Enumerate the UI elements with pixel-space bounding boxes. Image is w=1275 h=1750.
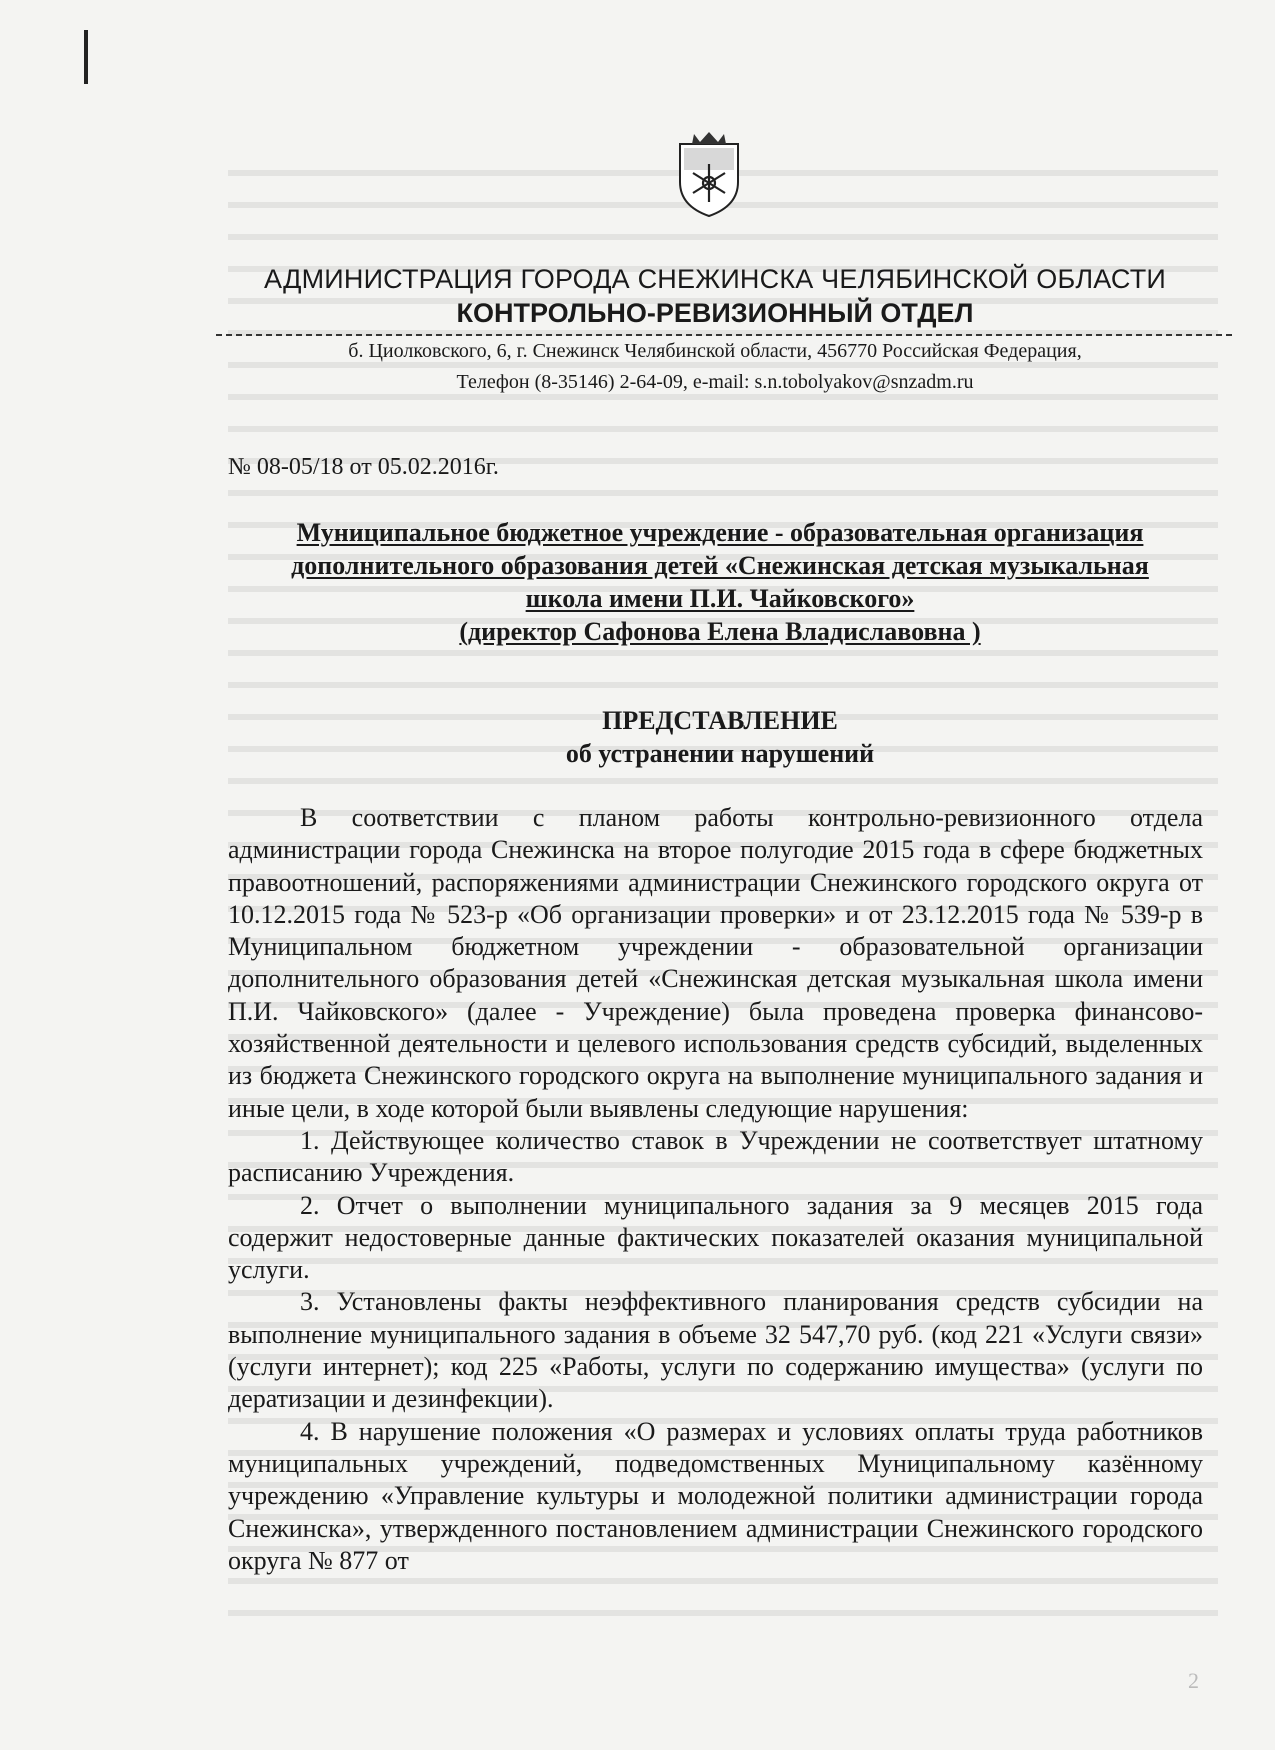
organization-line: Муниципальное бюджетное учреждение - образовательная организация [296,518,1144,547]
postal-address: б. Циолковского, 6, г. Снежинск Челябинской области, 456770 Российская Федерация, [348,340,1082,362]
administration-name: АДМИНИСТРАЦИЯ ГОРОДА СНЕЖИНСКА ЧЕЛЯБИНСКОЙ ОБЛАСТИ [263,264,1166,294]
recipient-organization [220,516,1220,648]
violation-item: 1. Действующее количество ставок в Учреждении не соответствует штатному расписанию Учреждения. [228,1125,1203,1188]
violation-item: 2. Отчет о выполнении муниципального задания за 9 месяцев 2015 года содержит недостоверные данные фактических показателей оказания муниципальной услуги. [228,1190,1203,1285]
document-number: № 08-05/18 от 05.02.2016г. [228,454,499,480]
department-name: КОНТРОЛЬНО-РЕВИЗИОННЫЙ ОТДЕЛ [456,298,974,328]
letterhead [200,262,1230,330]
document-body [228,802,1203,1577]
contact-info: Телефон (8-35146) 2-64-09, e-mail: s.n.tobolyakov@snzadm.ru [456,371,974,393]
title-subtitle: об устранении нарушений [565,739,875,768]
city-coat-of-arms-icon [674,130,744,220]
scan-mark [84,30,88,84]
body-paragraph: В соответствии с планом работы контрольно-ревизионного отдела администрации города Снежинска на второе полугодие 2015 года в сфере бюджетных правоотношений, распоряжениями администрации Снежинского городского округа от 10.12.2015 года № 523-р «Об организации проверки» и от 23.12.2015 года № 539-р в Муниципальном бюджетном учреждении - образовательной организации дополнительного образования детей «Снежинская детская музыкальная школа имени П.И. Чайковского» (далее - Учреждение) была проведена проверка финансово-хозяйственной деятельности и целевого использования средств субсидий, выделенных из бюджета Снежинского городского округа на выполнение муниципального задания и иные цели, в ходе которой были выявлены следующие нарушения: [228,803,1203,1123]
page-number: 2 [1188,1668,1199,1693]
title-main: ПРЕДСТАВЛЕНИЕ [602,706,838,735]
organization-director: (директор Сафонова Елена Владиславовна ) [459,617,981,646]
violation-item: 4. В нарушение положения «О размерах и условиях оплаты труда работников муниципальных учреждений, подведомственных Муниципальному казённому учреждению «Управление культуры и молодежной политики администрации города Снежинска», утвержденного постановлением администрации Снежинского городского округа № 877 от [228,1416,1203,1575]
letterhead-address [200,336,1230,398]
violation-item: 3. Установлены факты неэффективного планирования средств субсидии на выполнение муниципального задания в объеме 32 547,70 руб. (код 221 «Услуги связи» (услуги интернет); код 225 «Работы, услуги по содержанию имущества» (услуги по дератизации и дезинфекции). [228,1287,1203,1414]
organization-line: дополнительного образования детей «Снежинская детская музыкальная [291,551,1149,580]
document-title [220,704,1220,770]
organization-line: школа имени П.И. Чайковского» [525,584,915,613]
